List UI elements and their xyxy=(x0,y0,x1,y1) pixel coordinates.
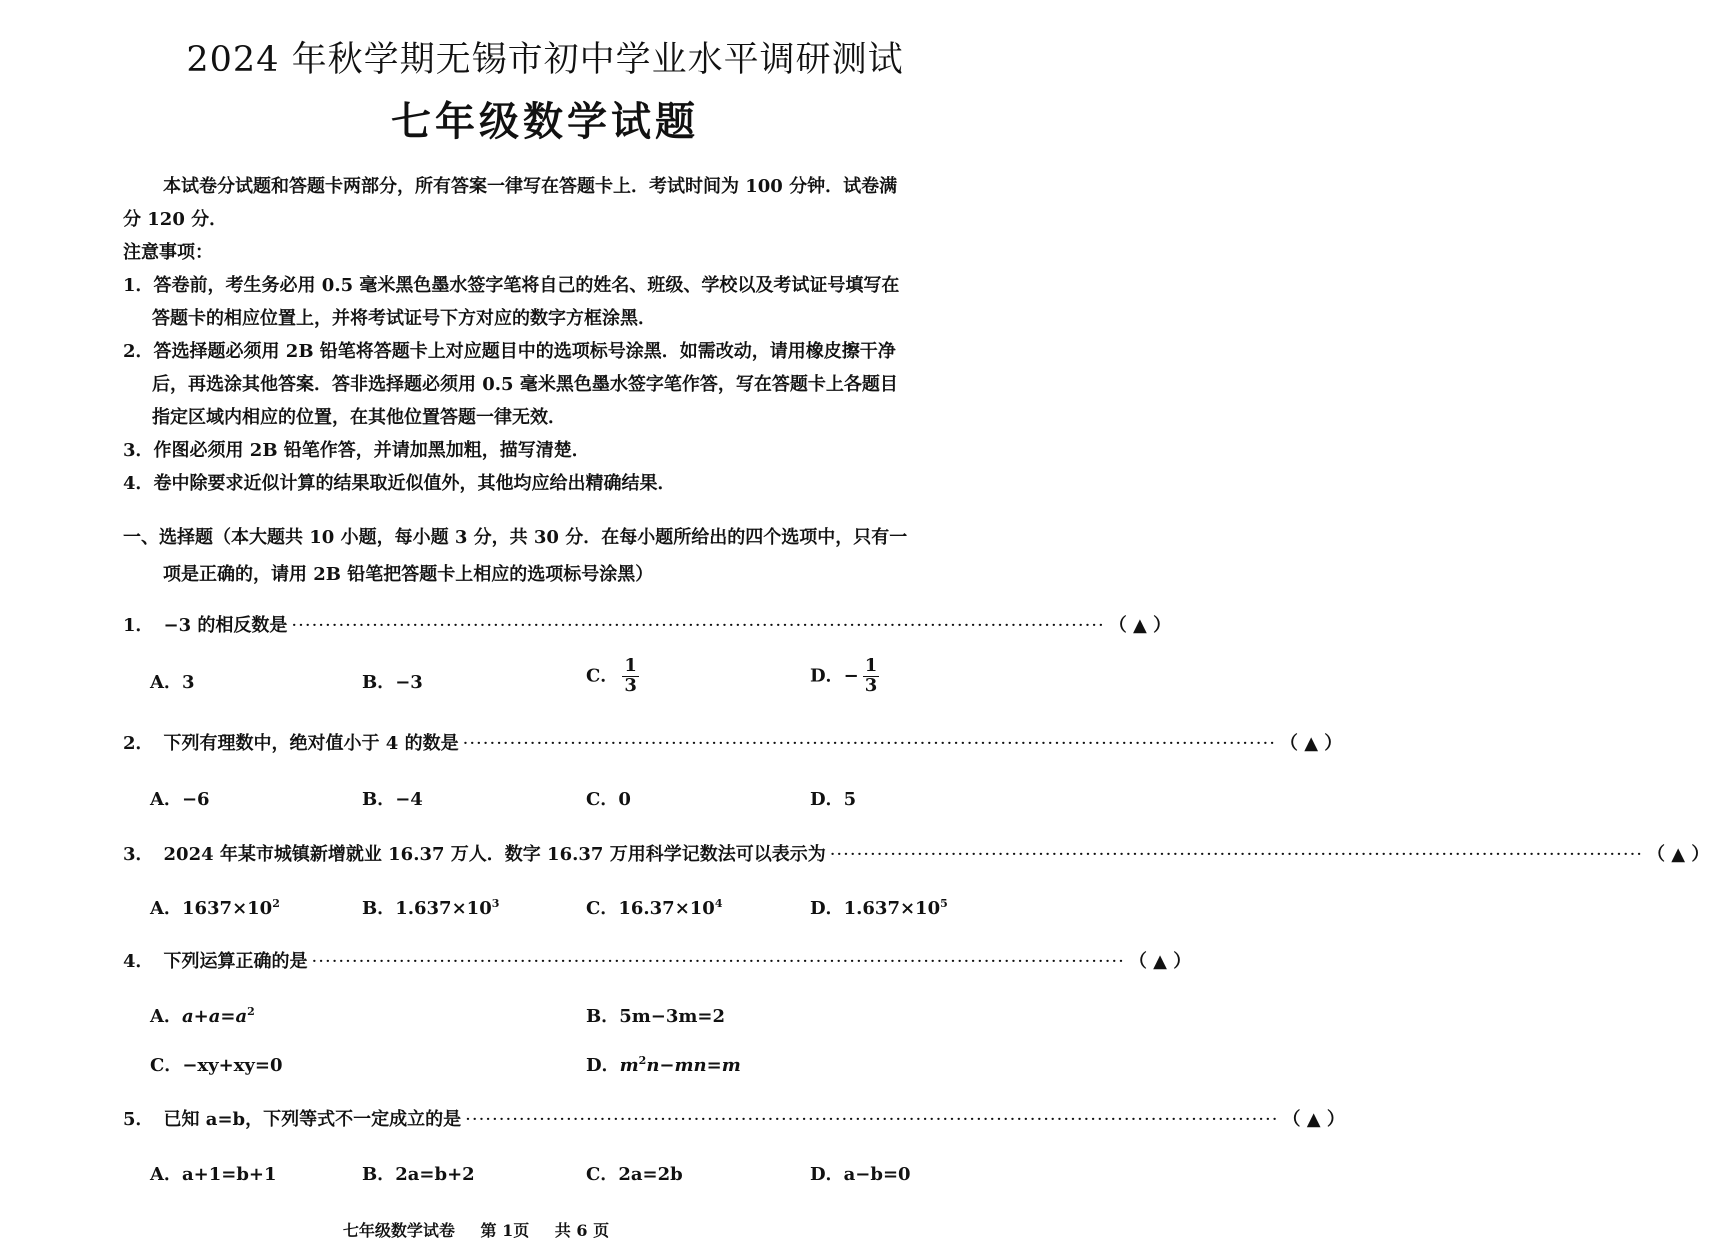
fraction xyxy=(863,657,880,696)
exam-subtitle: 七年级数学试题 xyxy=(391,98,699,145)
option-base: 1.637×10 xyxy=(843,898,941,919)
intro-line-2: 分 120 分． xyxy=(123,209,228,230)
q1-option-b: B．−3 xyxy=(362,672,423,693)
option-base: 1.637×10 xyxy=(395,898,492,919)
option-label: D． xyxy=(586,1055,620,1076)
answer-blank: （ ▲ ） xyxy=(1128,951,1192,972)
option-label: D． xyxy=(810,898,844,919)
answer-blank: （ ▲ ） xyxy=(1282,1109,1345,1130)
question-5 xyxy=(123,1105,1345,1131)
option-base: 16.37×10 xyxy=(618,898,715,919)
question-stem: 下列有理数中，绝对值小于 4 的数是 xyxy=(163,733,459,754)
q4-option-b: B．5m−3m=2 xyxy=(586,1006,726,1027)
exponent: 5 xyxy=(940,897,948,910)
q5-option-b: B．2a=b+2 xyxy=(362,1164,475,1185)
option-expression: a+a=a xyxy=(181,1006,248,1027)
q3-option-c xyxy=(586,894,722,920)
exponent: 2 xyxy=(638,1054,647,1067)
option-label: C． xyxy=(586,898,619,919)
option-expression: m xyxy=(619,1055,639,1076)
footer-total-pages: 共 6 页 xyxy=(554,1221,610,1240)
question-stem: −3 的相反数是 xyxy=(163,615,288,636)
q4-option-a xyxy=(150,1002,255,1028)
question-2 xyxy=(123,729,1343,755)
notes-heading: 注意事项： xyxy=(123,242,213,263)
exam-title: 2024 年秋学期无锡市初中学业水平调研测试 xyxy=(186,40,904,80)
question-1 xyxy=(123,611,1172,637)
exponent: 4 xyxy=(714,897,723,910)
footer-page-number: 第 1页 xyxy=(480,1221,530,1240)
note-2-line-3: 指定区域内相应的位置，在其他位置答题一律无效． xyxy=(152,407,566,428)
section-1-heading-line-2: 项是正确的，请用 2B 铅笔把答题卡上相应的选项标号涂黑） xyxy=(163,564,654,585)
note-1-line-1: 1．答卷前，考生务必用 0.5 毫米黑色墨水签字笔将自己的姓名、班级、学校以及考试证号填写在 xyxy=(123,275,900,296)
exponent: 2 xyxy=(272,897,280,910)
q4-option-c: C．−xy+xy=0 xyxy=(150,1055,283,1076)
q5-option-c: C．2a=2b xyxy=(586,1164,683,1185)
note-2-line-2: 后，再选涂其他答案．答非选择题必须用 0.5 毫米黑色墨水签字笔作答，写在答题卡上各题目 xyxy=(152,374,898,395)
section-1-heading-line-1: 一、选择题（本大题共 10 小题，每小题 3 分，共 30 分．在每小题所给出的四个选项中，只有一 xyxy=(123,527,908,548)
note-2-line-1: 2．答选择题必须用 2B 铅笔将答题卡上对应题目中的选项标号涂黑．如需改动，请用橡皮擦干净 xyxy=(123,341,896,362)
leader-dots: ························································································································· xyxy=(291,615,1105,636)
leader-dots: ························································································································· xyxy=(311,951,1125,972)
q4-option-d xyxy=(586,1051,741,1077)
q2-option-d: D．5 xyxy=(810,789,857,810)
question-number: 1． xyxy=(123,615,154,636)
note-1-line-2: 答题卡的相应位置上，并将考试证号下方对应的数字方框涂黑． xyxy=(152,308,656,329)
option-label: C． xyxy=(586,665,619,687)
question-number: 4． xyxy=(123,951,154,972)
question-stem: 2024 年某市城镇新增就业 16.37 万人．数字 16.37 万用科学记数法可以表示为 xyxy=(163,844,826,865)
option-label: B． xyxy=(362,898,396,919)
option-base: 1637×10 xyxy=(181,898,273,919)
note-3: 3．作图必须用 2B 铅笔作答，并请加黑加粗，描写清楚． xyxy=(123,440,590,461)
q2-option-c: C．0 xyxy=(586,789,631,810)
numerator: 1 xyxy=(624,655,637,676)
q3-option-d xyxy=(810,894,948,920)
q2-option-a: A．−6 xyxy=(150,789,210,810)
q1-option-c xyxy=(586,657,639,696)
exponent: 2 xyxy=(247,1005,255,1018)
q5-option-a: A．a+1=b+1 xyxy=(150,1164,277,1185)
question-stem: 已知 a=b，下列等式不一定成立的是 xyxy=(163,1109,462,1130)
option-expression-rest: n−mn=m xyxy=(646,1055,741,1076)
answer-blank: （ ▲ ） xyxy=(1108,615,1172,636)
question-number: 5． xyxy=(123,1109,154,1130)
q3-option-a xyxy=(150,894,280,920)
page-footer xyxy=(0,1218,952,1241)
answer-blank: （ ▲ ） xyxy=(1279,733,1343,754)
numerator: 1 xyxy=(864,655,878,676)
question-4 xyxy=(123,947,1192,973)
option-label: A． xyxy=(150,1006,182,1027)
leader-dots: ························································································································· xyxy=(462,733,1276,754)
note-4: 4．卷中除要求近似计算的结果取近似值外，其他均应给出精确结果． xyxy=(123,473,676,494)
fraction xyxy=(622,657,639,696)
denominator: 3 xyxy=(864,674,878,696)
question-3 xyxy=(123,840,1709,866)
intro-line-1: 本试卷分试题和答题卡两部分，所有答案一律写在答题卡上．考试时间为 100 分钟．试卷满 xyxy=(163,176,898,197)
question-number: 2． xyxy=(123,733,154,754)
exponent: 3 xyxy=(491,897,500,910)
question-number: 3． xyxy=(123,844,154,865)
leader-dots: ························································································································· xyxy=(465,1109,1279,1130)
q1-option-a: A．3 xyxy=(150,672,195,693)
q3-option-b xyxy=(362,894,499,920)
option-label: A． xyxy=(150,898,182,919)
option-label: D．− xyxy=(810,665,859,687)
q1-option-d xyxy=(810,657,879,696)
answer-blank: （ ▲ ） xyxy=(1647,844,1709,865)
q5-option-d: D．a−b=0 xyxy=(810,1164,911,1185)
leader-dots: ························································································································· xyxy=(829,844,1644,865)
footer-subject: 七年级数学试卷 xyxy=(342,1221,455,1240)
question-stem: 下列运算正确的是 xyxy=(163,951,308,972)
q2-option-b: B．−4 xyxy=(362,789,423,810)
denominator: 3 xyxy=(624,674,637,696)
